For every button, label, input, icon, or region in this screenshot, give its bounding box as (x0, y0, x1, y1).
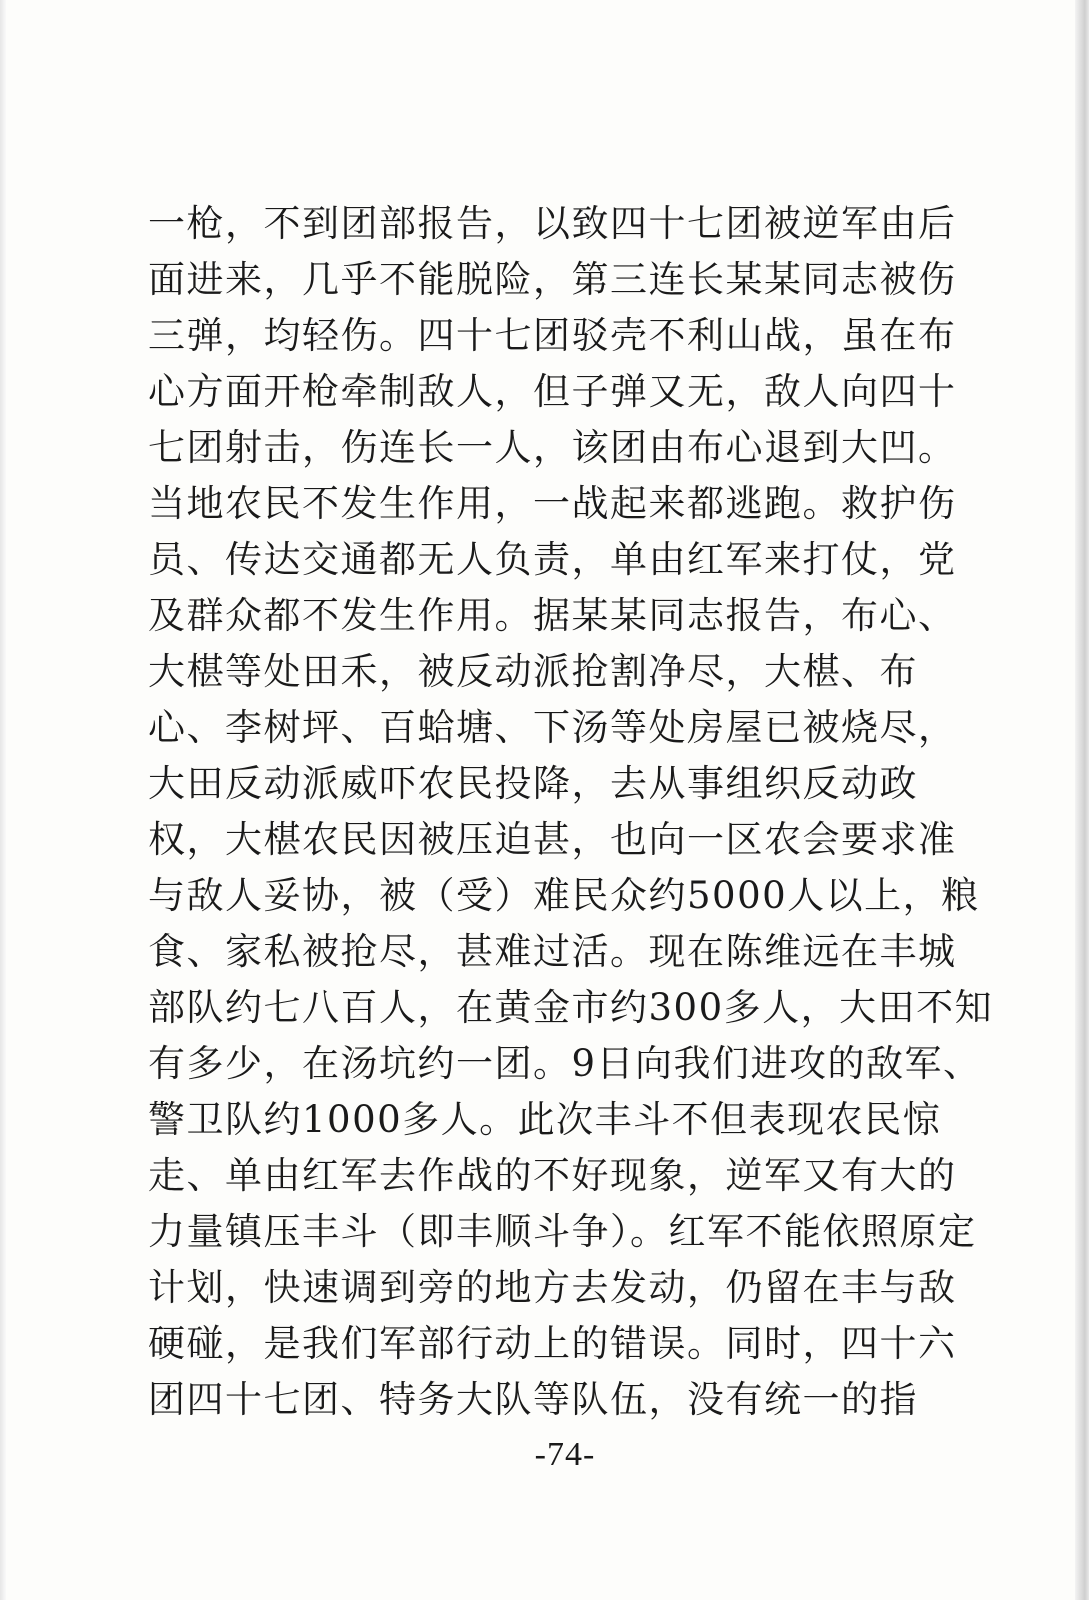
text-line: 员、传达交通都无人负责，单由红军来打仗，党 (148, 538, 957, 581)
text-line: 当地农民不发生作用，一战起来都逃跑。救护伤 (148, 482, 957, 525)
text-line: 及群众都不发生作用。据某某同志报告，布心、 (148, 594, 957, 637)
text-line: 与敌人妥协，被（受）难民众约5000人以上，粮 (148, 874, 980, 917)
text-line: 团四十七团、特务大队等队伍，没有统一的指 (148, 1378, 918, 1421)
text-line: 计划，快速调到旁的地方去发动，仍留在丰与敌 (148, 1266, 957, 1309)
text-line: 硬碰，是我们军部行动上的错误。同时，四十六 (148, 1322, 957, 1365)
scan-edge-right (1075, 0, 1089, 1600)
text-line: 部队约七八百人，在黄金市约300多人，大田不知 (148, 986, 994, 1029)
text-line: 七团射击，伤连长一人，该团由布心退到大凹。 (148, 426, 957, 469)
text-line: 一枪，不到团部报告，以致四十七团被逆军由后 (148, 202, 957, 245)
text-line: 走、单由红军去作战的不好现象，逆军又有大的 (148, 1154, 957, 1197)
text-line: 食、家私被抢尽，甚难过活。现在陈维远在丰城 (148, 930, 957, 973)
text-line: 权，大椹农民因被压迫甚，也向一区农会要求准 (148, 818, 957, 861)
text-line: 力量镇压丰斗（即丰顺斗争）。红军不能依照原定 (148, 1210, 977, 1253)
text-line: 有多少，在汤坑约一团。9日向我们进攻的敌军、 (148, 1042, 982, 1085)
text-line: 大椹等处田禾，被反动派抢割净尽，大椹、布 (148, 650, 918, 693)
text-line: 大田反动派威吓农民投降，去从事组织反动政 (148, 762, 918, 805)
text-line: 警卫队约1000多人。此次丰斗不但表现农民惊 (148, 1098, 942, 1141)
page-number: -74- (534, 1436, 596, 1473)
text-line: 三弹，均轻伤。四十七团驳壳不利山战，虽在布 (148, 314, 957, 357)
text-line: 面进来，几乎不能脱险，第三连长某某同志被伤 (148, 258, 957, 301)
scan-edge-left (0, 0, 6, 1600)
text-line: 心方面开枪牵制敌人，但子弹又无，敌人向四十 (148, 370, 957, 413)
text-line: 心、李树坪、百蛤塘、下汤等处房屋已被烧尽， (148, 706, 957, 749)
body-text (148, 196, 994, 1428)
